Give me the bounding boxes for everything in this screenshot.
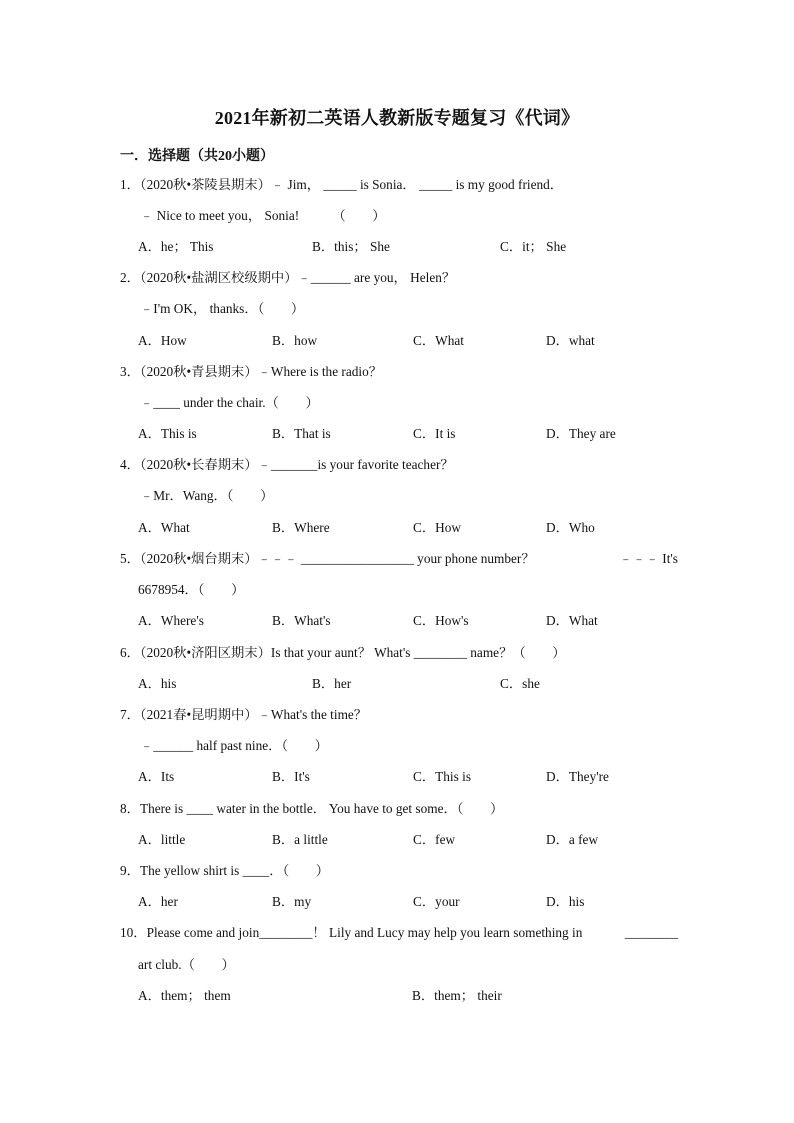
document-title: 2021年新初二英语人教新版专题复习《代词》 (214, 108, 580, 128)
question-10-stem-left: 10．Please come and join________！ Lily and Lucy may help you learn something in (120, 925, 583, 940)
question-7-option-b[interactable]: B．It's (272, 769, 310, 784)
question-3-option-d[interactable]: D．They are (546, 426, 616, 441)
question-5-option-a[interactable]: A．Where's (138, 613, 204, 628)
question-5-stem-left: 5．（2020秋•烟台期末）﹣﹣﹣ _________________ your phone number？ (120, 551, 535, 566)
question-6-option-a[interactable]: A．his (138, 676, 177, 691)
question-10-line2: art club.（ ） (138, 957, 235, 972)
question-4-option-d[interactable]: D．Who (546, 520, 595, 535)
question-2-option-d[interactable]: D．what (546, 333, 595, 348)
question-8-option-c[interactable]: C．few (413, 832, 456, 847)
question-4-option-c[interactable]: C．How (413, 520, 462, 535)
question-5-line2: 6678954．（ ） (138, 582, 245, 597)
question-4-option-a[interactable]: A．What (138, 520, 190, 535)
question-7-option-d[interactable]: D．They're (546, 769, 609, 784)
question-4-line2: ﹣Mr．Wang．（ ） (140, 488, 274, 503)
question-6-option-c[interactable]: C．she (500, 676, 540, 691)
question-9-option-c[interactable]: C．your (413, 894, 460, 909)
question-2-option-b[interactable]: B．how (272, 333, 318, 348)
question-8-option-b[interactable]: B．a little (272, 832, 328, 847)
question-7-stem: 7．（2021春•昆明期中）﹣What's the time？ (120, 707, 368, 722)
question-5-stem (120, 550, 678, 568)
question-7-option-c[interactable]: C．This is (413, 769, 471, 784)
question-3-stem: 3．（2020秋•青县期末）﹣Where is the radio？ (120, 364, 383, 379)
question-3-option-a[interactable]: A．This is (138, 426, 197, 441)
question-2-stem: 2．（2020秋•盐湖区校级期中）﹣______ are you， Helen？ (120, 270, 456, 285)
question-9-option-b[interactable]: B．my (272, 894, 312, 909)
question-1-option-b[interactable]: B．this； She (312, 239, 390, 254)
question-10-option-a[interactable]: A．them； them (138, 988, 231, 1003)
question-1-option-c[interactable]: C．it； She (500, 239, 567, 254)
question-10-stem-right: ________ (624, 925, 678, 940)
question-5-option-b[interactable]: B．What's (272, 613, 331, 628)
question-2-option-a[interactable]: A．How (138, 333, 187, 348)
question-2-line2: ﹣I'm OK， thanks．（ ） (140, 301, 305, 316)
question-1-line2: ﹣ Nice to meet you， Sonia! （ ） (140, 208, 386, 223)
question-5-option-c[interactable]: C．How's (413, 613, 469, 628)
question-9-stem: 9．The yellow shirt is ____．（ ） (120, 863, 330, 878)
question-4-option-b[interactable]: B．Where (272, 520, 330, 535)
question-1-stem: 1．（2020秋•茶陵县期末）﹣ Jim， _____ is Sonia． _____ is my good friend． (120, 177, 564, 192)
question-4-stem: 4．（2020秋•长春期末）﹣_______is your favorite teacher？ (120, 457, 454, 472)
question-7-option-a[interactable]: A．Its (138, 769, 175, 784)
question-3-line2: ﹣____ under the chair.（ ） (140, 395, 319, 410)
question-2-option-c[interactable]: C．What (413, 333, 464, 348)
question-10-stem (120, 924, 678, 942)
question-8-stem: 8．There is ____ water in the bottle． You have to get some．（ ） (120, 801, 504, 816)
question-10-option-b[interactable]: B．them； their (412, 988, 502, 1003)
question-5-stem-right: ﹣﹣﹣ It's (619, 551, 678, 566)
question-6-option-b[interactable]: B．her (312, 676, 352, 691)
question-6-stem: 6．（2020秋•济阳区期末）Is that your aunt？ What's ________ name？（ ） (120, 645, 566, 660)
question-1-option-a[interactable]: A．he； This (138, 239, 214, 254)
question-9-option-d[interactable]: D．his (546, 894, 585, 909)
question-5-option-d[interactable]: D．What (546, 613, 598, 628)
question-3-option-c[interactable]: C．It is (413, 426, 456, 441)
question-3-option-b[interactable]: B．That is (272, 426, 331, 441)
question-8-option-a[interactable]: A．little (138, 832, 186, 847)
question-7-line2: ﹣______ half past nine．（ ） (140, 738, 328, 753)
question-8-option-d[interactable]: D．a few (546, 832, 599, 847)
section-heading: 一．选择题（共20小题） (120, 149, 274, 164)
question-9-option-a[interactable]: A．her (138, 894, 178, 909)
